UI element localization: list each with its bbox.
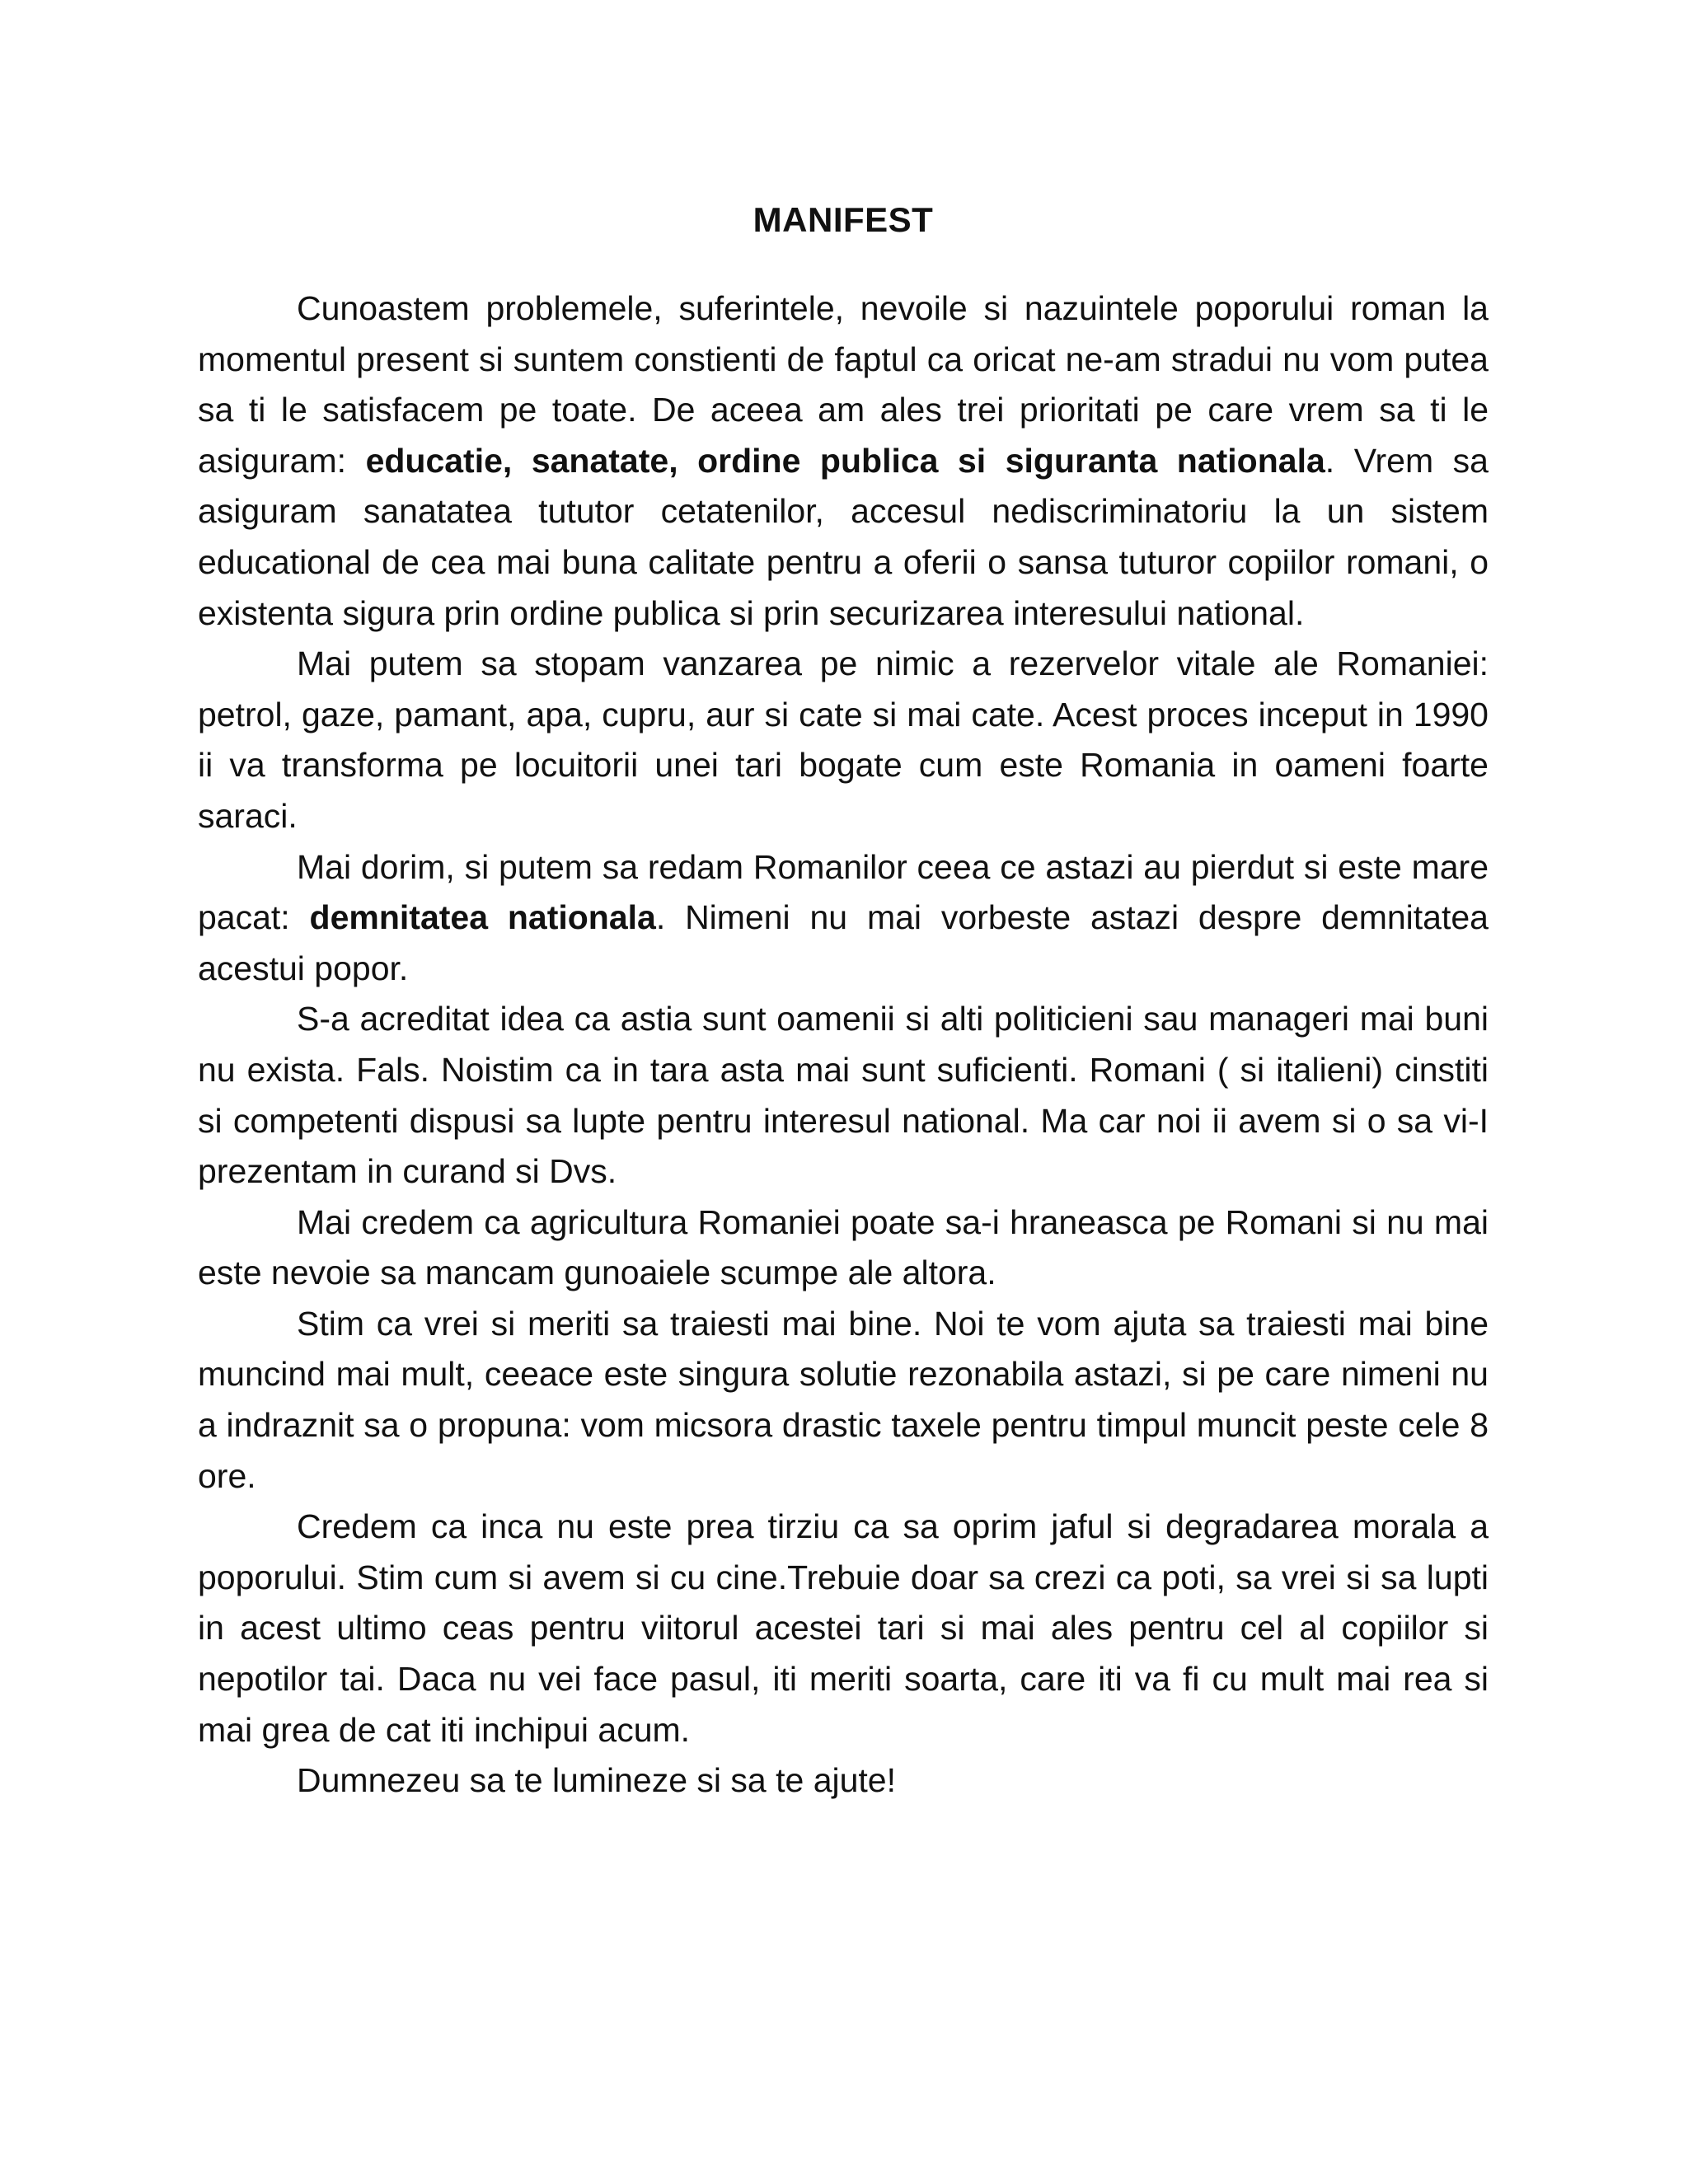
text-segment: S-a acreditat idea ca astia sunt oamenii si alti politicieni sau manageri mai buni nu exista. Fals. Noistim ca in tara asta mai sunt suficienti. Romani ( si italieni) cinstiti si competenti dispusi sa lupte pentru interesul national. Ma car noi ii avem si o sa vi-I prezentam in curand si Dvs. [198,1000,1489,1191]
text-segment: . Vrem sa asiguram sanatatea tututor cetatenilor, accesul nediscriminatoriu la un sistem educational de cea mai buna calitate pentru a oferii o sansa tuturor copiilor romani, o existenta sigura prin ordine publica si prin securizarea interesului national. [198,441,1489,632]
text-segment: . Nimeni nu mai vorbeste astazi despre demnitatea acestui popor. [198,898,1489,987]
paragraph [198,1502,1489,1755]
document-title: MANIFEST [753,200,934,239]
text-segment: Stim ca vrei si meriti sa traiesti mai bine. Noi te vom ajuta sa traiesti mai bine muncind mai mult, ceeace este singura solutie rezonabila astazi, si pe care nimeni nu a indraznit sa o propuna: vom micsora drastic taxele pentru timpul muncit peste cele 8 ore. [198,1304,1489,1495]
text-segment: Mai credem ca agricultura Romaniei poate sa-i hraneasca pe Romani si nu mai este nevoie sa mancam gunoaiele scumpe ale altora. [198,1202,1489,1292]
paragraph [198,284,1489,639]
paragraph [198,1299,1489,1502]
text-segment: Mai dorim, si putem sa redam Romanilor ceea ce astazi au pierdut si este mare pacat: [198,847,1489,937]
document-page [198,198,1489,1807]
paragraph [198,1197,1489,1299]
text-segment: Cunoastem problemele, suferintele, nevoile si nazuintele poporului roman la momentul present si suntem constienti de faptul ca oricat ne-am stradui nu vom putea sa ti le satisfacem pe toate. De aceea am ales trei prioritati pe care vrem sa ti le asiguram: [198,289,1489,480]
text-segment: Dumnezeu sa te lumineze si sa te ajute! [297,1761,896,1800]
text-segment: Credem ca inca nu este prea tirziu ca sa oprim jaful si degradarea morala a poporului. Stim cum si avem si cu cine.Trebuie doar sa crezi ca poti, sa vrei si sa lupti in acest ultimo ceas pentru viitorul acestei tari si mai ales pentru cel al copiilor si nepotilor tai. Daca nu vei face pasul, iti meriti soarta, care iti va fi cu mult mai rea si mai grea de cat iti inchipui acum. [198,1507,1489,1749]
paragraph [198,1755,1489,1807]
paragraph [198,639,1489,841]
document-body [198,284,1489,1807]
text-segment: Mai putem sa stopam vanzarea pe nimic a rezervelor vitale ale Romaniei: petrol, gaze, pamant, apa, cupru, aur si cate si mai cate. Acest proces inceput in 1990 ii va transforma pe locuitorii unei tari bogate cum este Romania in oameni foarte saraci. [198,644,1489,835]
bold-text: demnitatea nationala [309,898,656,937]
paragraph [198,994,1489,1197]
paragraph [198,842,1489,995]
bold-text: educatie, sanatate, ordine publica si siguranta nationala [365,441,1325,480]
